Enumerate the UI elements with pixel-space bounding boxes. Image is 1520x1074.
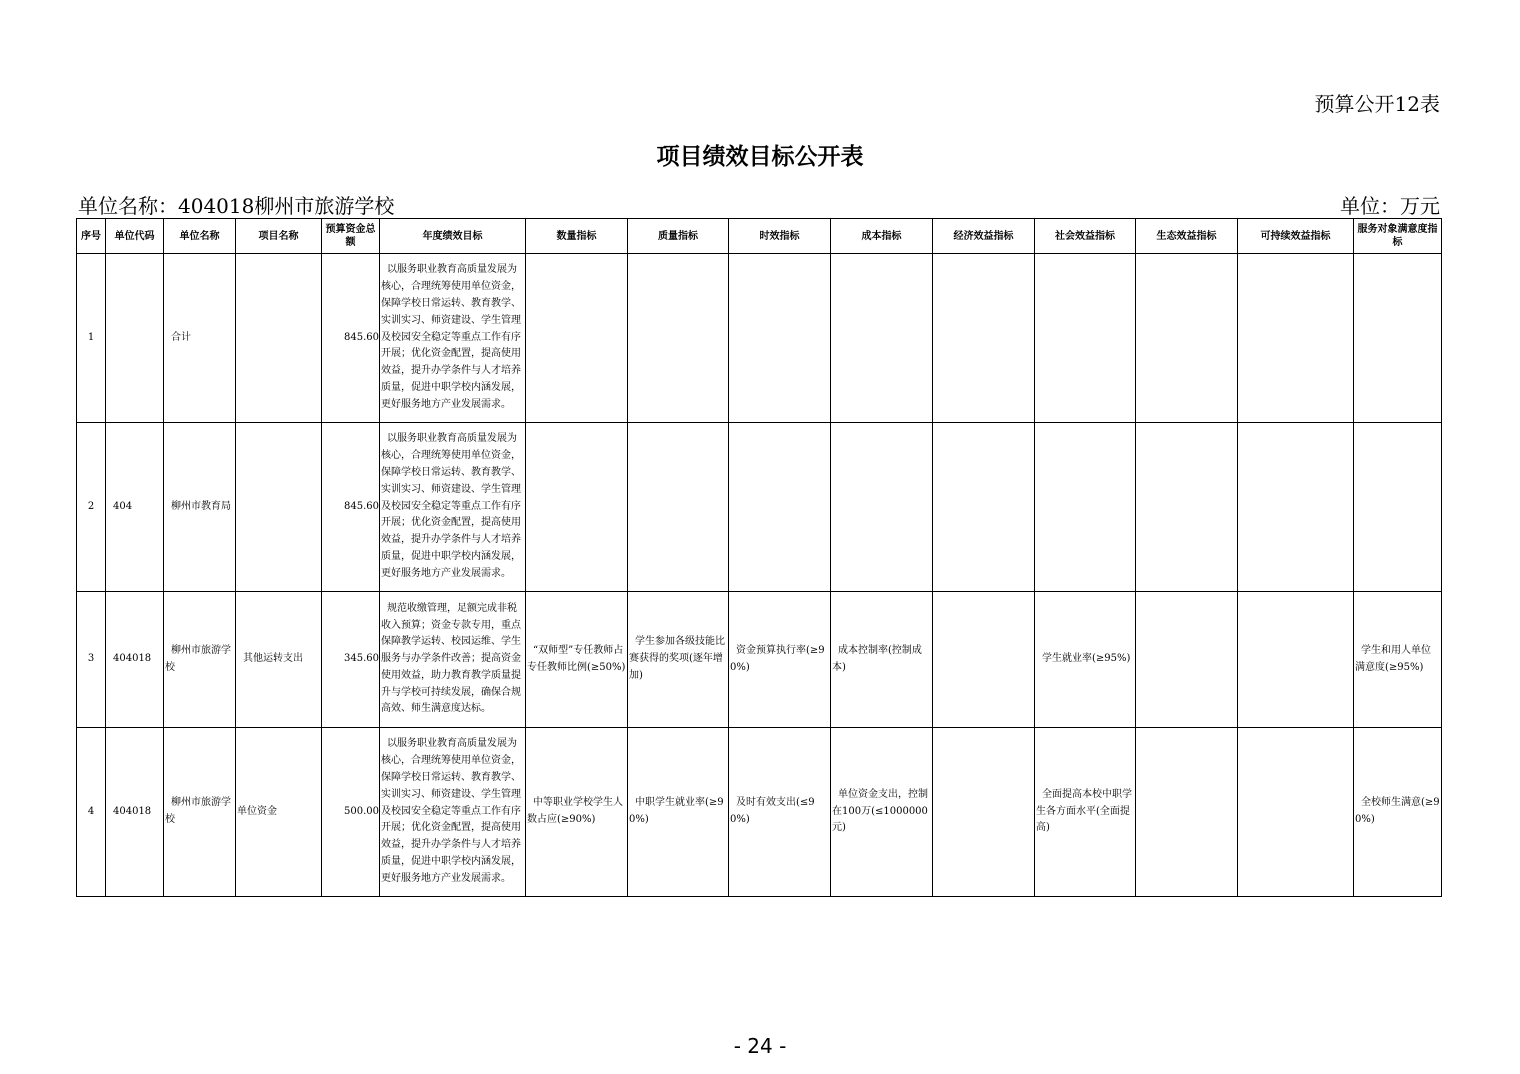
cell-social: 学生就业率(≥95%) (1035, 592, 1136, 728)
cell-quality (628, 254, 729, 423)
cell-project: 单位资金 (236, 728, 322, 897)
cell-quality: 中职学生就业率(≥90%) (628, 728, 729, 897)
cell-satisfaction (1354, 254, 1442, 423)
cell-amount: 345.60 (322, 592, 380, 728)
cell-eco (1136, 592, 1238, 728)
unit-name-label: 单位名称：404018柳州市旅游学校 (78, 194, 395, 218)
col-header-qty: 数量指标 (526, 219, 628, 254)
cell-goal: 以服务职业教育高质量发展为核心，合理统筹使用单位资金，保障学校日常运转、教育教学、实训实习、师资建设、学生管理及校园安全稳定等重点工作有序开展；优化资金配置，提高使用效益，提升办学条件与人才培养质量，促进中职学校内涵发展，更好服务地方产业发展需求。 (380, 728, 526, 897)
cell-seq: 3 (77, 592, 106, 728)
cell-seq: 1 (77, 254, 106, 423)
cell-econ (933, 254, 1035, 423)
cell-qty (526, 254, 628, 423)
cell-cost (831, 423, 933, 592)
page-number: - 24 - (733, 1034, 787, 1058)
col-header-econ: 经济效益指标 (933, 219, 1035, 254)
cell-project (236, 254, 322, 423)
cell-time: 及时有效支出(≤90%) (729, 728, 831, 897)
cell-project: 其他运转支出 (236, 592, 322, 728)
performance-table (76, 218, 1442, 897)
col-header-seq: 序号 (77, 219, 106, 254)
cell-seq: 4 (77, 728, 106, 897)
cell-cost (831, 254, 933, 423)
cell-goal: 以服务职业教育高质量发展为核心，合理统筹使用单位资金，保障学校日常运转、教育教学、实训实习、师资建设、学生管理及校园安全稳定等重点工作有序开展；优化资金配置，提高使用效益，提升办学条件与人才培养质量，促进中职学校内涵发展，更好服务地方产业发展需求。 (380, 254, 526, 423)
cell-social (1035, 423, 1136, 592)
col-header-cost: 成本指标 (831, 219, 933, 254)
table-row (77, 728, 1442, 897)
cell-social (1035, 254, 1136, 423)
cell-amount: 500.00 (322, 728, 380, 897)
col-header-time: 时效指标 (729, 219, 831, 254)
cell-cost: 成本控制率(控制成本) (831, 592, 933, 728)
col-header-amount: 预算资金总额 (322, 219, 380, 254)
cell-time (729, 254, 831, 423)
col-header-satisfaction: 服务对象满意度指标 (1354, 219, 1442, 254)
cell-cost: 单位资金支出，控制在100万(≤1000000元) (831, 728, 933, 897)
cell-unit: 柳州市旅游学校 (164, 592, 236, 728)
cell-unit: 合计 (164, 254, 236, 423)
table-row (77, 423, 1442, 592)
cell-amount: 845.60 (322, 423, 380, 592)
cell-sustain (1238, 423, 1354, 592)
table-row (77, 254, 1442, 423)
table-header-row (77, 219, 1442, 254)
cell-eco (1136, 728, 1238, 897)
cell-econ (933, 728, 1035, 897)
currency-unit-label: 单位：万元 (1340, 194, 1440, 218)
cell-code: 404018 (106, 728, 164, 897)
col-header-eco: 生态效益指标 (1136, 219, 1238, 254)
cell-quality: 学生参加各级技能比赛获得的奖项(逐年增加) (628, 592, 729, 728)
col-header-sustain: 可持续效益指标 (1238, 219, 1354, 254)
cell-sustain (1238, 254, 1354, 423)
cell-econ (933, 592, 1035, 728)
cell-amount: 845.60 (322, 254, 380, 423)
cell-social: 全面提高本校中职学生各方面水平(全面提高) (1035, 728, 1136, 897)
cell-code (106, 254, 164, 423)
cell-time: 资金预算执行率(≥90%) (729, 592, 831, 728)
cell-code: 404018 (106, 592, 164, 728)
col-header-unit: 单位名称 (164, 219, 236, 254)
cell-quality (628, 423, 729, 592)
cell-qty (526, 423, 628, 592)
cell-sustain (1238, 728, 1354, 897)
cell-time (729, 423, 831, 592)
cell-code: 404 (106, 423, 164, 592)
cell-goal: 规范收缴管理，足额完成非税收入预算；资金专款专用，重点保障教学运转、校园运维、学生服务与办学条件改善；提高资金使用效益，助力教育教学质量提升与学校可持续发展，确保合规高效、师生满意度达标。 (380, 592, 526, 728)
cell-satisfaction (1354, 423, 1442, 592)
cell-satisfaction: 全校师生满意(≥90%) (1354, 728, 1442, 897)
page-title: 项目绩效目标公开表 (656, 144, 864, 170)
cell-qty: 中等职业学校学生人数占应(≥90%) (526, 728, 628, 897)
cell-econ (933, 423, 1035, 592)
table-number: 预算公开12表 (1314, 92, 1440, 116)
table-row (77, 592, 1442, 728)
cell-unit: 柳州市旅游学校 (164, 728, 236, 897)
col-header-goal: 年度绩效目标 (380, 219, 526, 254)
cell-qty: “双师型”专任教师占专任教师比例(≥50%) (526, 592, 628, 728)
col-header-code: 单位代码 (106, 219, 164, 254)
col-header-social: 社会效益指标 (1035, 219, 1136, 254)
cell-sustain (1238, 592, 1354, 728)
cell-eco (1136, 254, 1238, 423)
col-header-quality: 质量指标 (628, 219, 729, 254)
col-header-project: 项目名称 (236, 219, 322, 254)
cell-eco (1136, 423, 1238, 592)
cell-unit: 柳州市教育局 (164, 423, 236, 592)
cell-project (236, 423, 322, 592)
cell-seq: 2 (77, 423, 106, 592)
cell-satisfaction: 学生和用人单位满意度(≥95%) (1354, 592, 1442, 728)
cell-goal: 以服务职业教育高质量发展为核心，合理统筹使用单位资金，保障学校日常运转、教育教学、实训实习、师资建设、学生管理及校园安全稳定等重点工作有序开展；优化资金配置，提高使用效益，提升办学条件与人才培养质量，促进中职学校内涵发展，更好服务地方产业发展需求。 (380, 423, 526, 592)
